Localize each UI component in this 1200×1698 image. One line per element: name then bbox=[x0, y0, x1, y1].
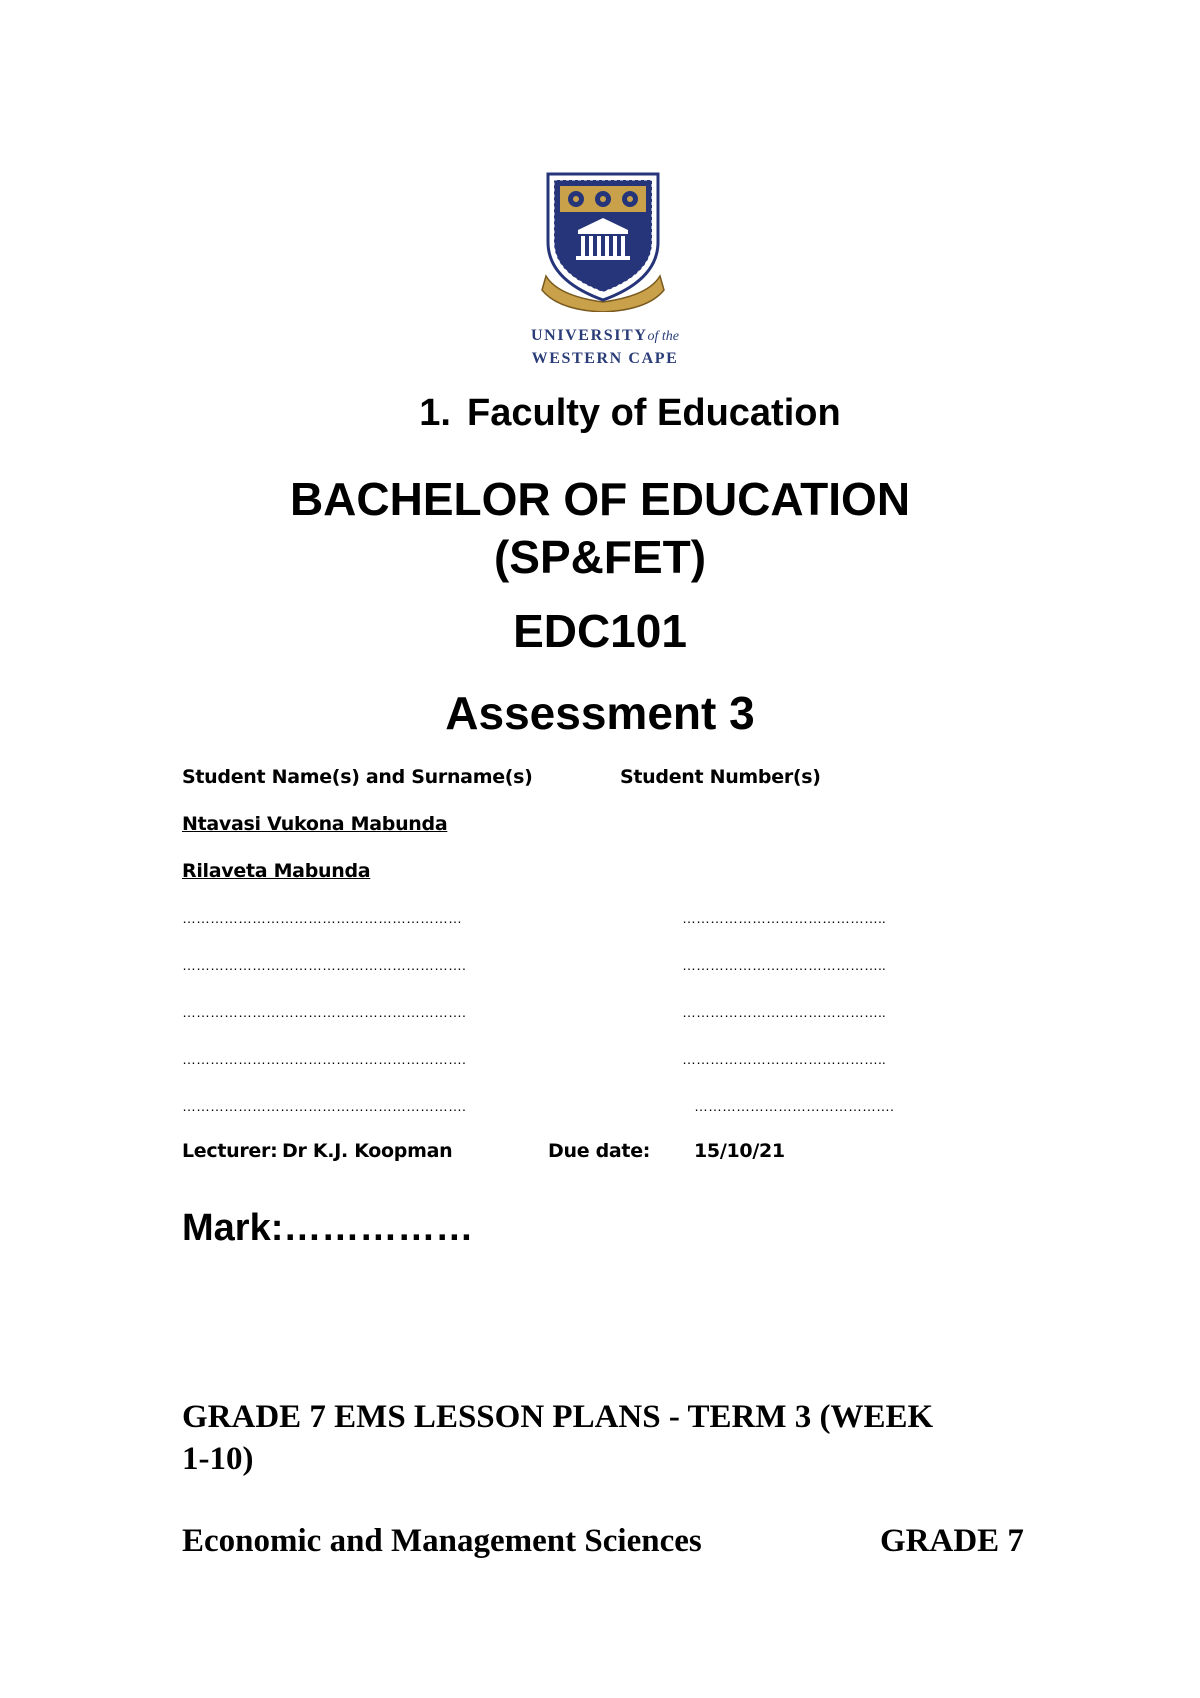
faculty-number: 1. bbox=[419, 392, 451, 434]
university-name bbox=[500, 325, 710, 370]
mark-field bbox=[182, 1207, 473, 1250]
blank-number-line: …………………………………….. bbox=[682, 1004, 886, 1020]
assessment-title: Assessment 3 bbox=[445, 687, 755, 739]
student-name-2: Rilaveta Mabunda bbox=[182, 860, 371, 882]
blank-name-line: ……………………………………………………. bbox=[182, 1004, 466, 1020]
blank-number-line: …………………………………….. bbox=[682, 1051, 886, 1067]
faculty-title: Faculty of Education bbox=[467, 392, 841, 434]
university-of-the: of the bbox=[647, 329, 679, 344]
degree-line2: (SP&FET) bbox=[493, 531, 707, 583]
student-name-header: Student Name(s) and Surname(s) bbox=[182, 766, 533, 788]
blank-name-line: ……………………………………………………. bbox=[182, 957, 466, 973]
faculty-heading bbox=[0, 392, 1200, 435]
lecturer-label: Lecturer: bbox=[182, 1140, 278, 1162]
lesson-plan-title-line1: GRADE 7 EMS LESSON PLANS - TERM 3 (WEEK bbox=[182, 1399, 934, 1435]
blank-name-line: …………………………………………………… bbox=[182, 910, 462, 926]
blank-name-line: ……………………………………………………. bbox=[182, 1051, 466, 1067]
course-code: EDC101 bbox=[513, 605, 687, 657]
mark-label: Mark: bbox=[182, 1207, 284, 1249]
student-number-header: Student Number(s) bbox=[620, 766, 821, 788]
due-date-value: 15/10/21 bbox=[694, 1140, 785, 1162]
blank-name-line: ……………………………………………………. bbox=[182, 1098, 466, 1114]
grade-label: GRADE 7 bbox=[880, 1523, 1024, 1559]
blank-number-line: ……………………………………. bbox=[694, 1098, 894, 1114]
lecturer-name: Dr K.J. Koopman bbox=[282, 1140, 453, 1162]
lesson-plan-title bbox=[182, 1396, 1042, 1480]
mark-blank: …………… bbox=[283, 1207, 474, 1249]
university-line1: UNIVERSITY bbox=[531, 327, 648, 344]
subject-name: Economic and Management Sciences bbox=[182, 1523, 702, 1559]
blank-number-line: …………………………………….. bbox=[682, 957, 886, 973]
university-crest-logo bbox=[538, 172, 668, 312]
blank-number-line: …………………………………….. bbox=[682, 910, 886, 926]
student-name-1: Ntavasi Vukona Mabunda bbox=[182, 813, 448, 835]
degree-title bbox=[0, 470, 1200, 586]
lesson-plan-title-line2: 1-10) bbox=[182, 1441, 254, 1477]
degree-line1: BACHELOR OF EDUCATION bbox=[289, 473, 911, 525]
due-date-label: Due date: bbox=[548, 1140, 651, 1162]
university-line2: WESTERN CAPE bbox=[531, 350, 679, 367]
